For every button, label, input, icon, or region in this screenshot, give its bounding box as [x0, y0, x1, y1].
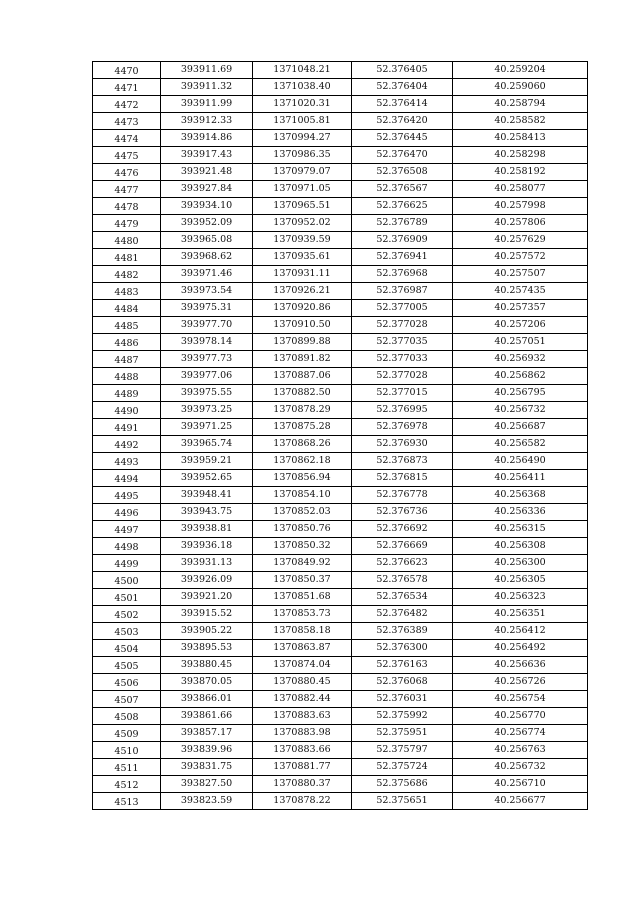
y-coordinate-cell: 1370881.77 — [253, 759, 352, 776]
y-coordinate-cell: 1370931.11 — [253, 266, 352, 283]
y-coordinate-cell: 1370986.35 — [253, 147, 352, 164]
x-coordinate-cell: 393861.66 — [161, 708, 253, 725]
longitude-cell: 52.376736 — [352, 504, 453, 521]
longitude-cell: 52.375724 — [352, 759, 453, 776]
x-coordinate-cell: 393965.08 — [161, 232, 253, 249]
x-coordinate-cell: 393823.59 — [161, 793, 253, 810]
longitude-cell: 52.377028 — [352, 317, 453, 334]
table-row — [93, 589, 588, 606]
x-coordinate-cell: 393948.41 — [161, 487, 253, 504]
longitude-cell: 52.376470 — [352, 147, 453, 164]
table-row — [93, 62, 588, 79]
latitude-cell: 40.256490 — [453, 453, 588, 470]
point-number-cell: 4494 — [93, 470, 161, 487]
y-coordinate-cell: 1370883.98 — [253, 725, 352, 742]
coordinates-table — [92, 61, 588, 810]
longitude-cell: 52.376692 — [352, 521, 453, 538]
table-row — [93, 742, 588, 759]
y-coordinate-cell: 1371005.81 — [253, 113, 352, 130]
x-coordinate-cell: 393978.14 — [161, 334, 253, 351]
longitude-cell: 52.376405 — [352, 62, 453, 79]
y-coordinate-cell: 1370850.76 — [253, 521, 352, 538]
latitude-cell: 40.258413 — [453, 130, 588, 147]
longitude-cell: 52.376987 — [352, 283, 453, 300]
x-coordinate-cell: 393911.32 — [161, 79, 253, 96]
point-number-cell: 4473 — [93, 113, 161, 130]
table-row — [93, 283, 588, 300]
y-coordinate-cell: 1370849.92 — [253, 555, 352, 572]
latitude-cell: 40.256732 — [453, 759, 588, 776]
x-coordinate-cell: 393911.69 — [161, 62, 253, 79]
x-coordinate-cell: 393870.05 — [161, 674, 253, 691]
point-number-cell: 4484 — [93, 300, 161, 317]
x-coordinate-cell: 393934.10 — [161, 198, 253, 215]
longitude-cell: 52.376968 — [352, 266, 453, 283]
y-coordinate-cell: 1370875.28 — [253, 419, 352, 436]
longitude-cell: 52.376567 — [352, 181, 453, 198]
x-coordinate-cell: 393839.96 — [161, 742, 253, 759]
table-row — [93, 640, 588, 657]
point-number-cell: 4509 — [93, 725, 161, 742]
x-coordinate-cell: 393971.25 — [161, 419, 253, 436]
x-coordinate-cell: 393943.75 — [161, 504, 253, 521]
longitude-cell: 52.376031 — [352, 691, 453, 708]
longitude-cell: 52.376404 — [352, 79, 453, 96]
latitude-cell: 40.256687 — [453, 419, 588, 436]
longitude-cell: 52.376978 — [352, 419, 453, 436]
latitude-cell: 40.256754 — [453, 691, 588, 708]
table-row — [93, 368, 588, 385]
point-number-cell: 4474 — [93, 130, 161, 147]
latitude-cell: 40.256932 — [453, 351, 588, 368]
x-coordinate-cell: 393914.86 — [161, 130, 253, 147]
point-number-cell: 4498 — [93, 538, 161, 555]
x-coordinate-cell: 393921.48 — [161, 164, 253, 181]
y-coordinate-cell: 1370878.22 — [253, 793, 352, 810]
longitude-cell: 52.377005 — [352, 300, 453, 317]
longitude-cell: 52.377035 — [352, 334, 453, 351]
table-row — [93, 164, 588, 181]
point-number-cell: 4510 — [93, 742, 161, 759]
x-coordinate-cell: 393959.21 — [161, 453, 253, 470]
y-coordinate-cell: 1370979.07 — [253, 164, 352, 181]
table-row — [93, 181, 588, 198]
point-number-cell: 4495 — [93, 487, 161, 504]
latitude-cell: 40.257507 — [453, 266, 588, 283]
x-coordinate-cell: 393895.53 — [161, 640, 253, 657]
point-number-cell: 4513 — [93, 793, 161, 810]
x-coordinate-cell: 393936.18 — [161, 538, 253, 555]
longitude-cell: 52.376778 — [352, 487, 453, 504]
y-coordinate-cell: 1370863.87 — [253, 640, 352, 657]
point-number-cell: 4503 — [93, 623, 161, 640]
table-row — [93, 776, 588, 793]
latitude-cell: 40.257051 — [453, 334, 588, 351]
y-coordinate-cell: 1370868.26 — [253, 436, 352, 453]
point-number-cell: 4479 — [93, 215, 161, 232]
longitude-cell: 52.376534 — [352, 589, 453, 606]
longitude-cell: 52.376625 — [352, 198, 453, 215]
y-coordinate-cell: 1370935.61 — [253, 249, 352, 266]
table-row — [93, 453, 588, 470]
x-coordinate-cell: 393965.74 — [161, 436, 253, 453]
y-coordinate-cell: 1370851.68 — [253, 589, 352, 606]
table-row — [93, 759, 588, 776]
y-coordinate-cell: 1370852.03 — [253, 504, 352, 521]
table-row — [93, 232, 588, 249]
table-row — [93, 436, 588, 453]
latitude-cell: 40.256770 — [453, 708, 588, 725]
point-number-cell: 4491 — [93, 419, 161, 436]
point-number-cell: 4485 — [93, 317, 161, 334]
table-row — [93, 334, 588, 351]
latitude-cell: 40.256351 — [453, 606, 588, 623]
table-row — [93, 198, 588, 215]
latitude-cell: 40.256323 — [453, 589, 588, 606]
longitude-cell: 52.376068 — [352, 674, 453, 691]
table-row — [93, 300, 588, 317]
longitude-cell: 52.377015 — [352, 385, 453, 402]
table-row — [93, 793, 588, 810]
longitude-cell: 52.375992 — [352, 708, 453, 725]
y-coordinate-cell: 1371048.21 — [253, 62, 352, 79]
latitude-cell: 40.256636 — [453, 657, 588, 674]
x-coordinate-cell: 393973.25 — [161, 402, 253, 419]
longitude-cell: 52.376300 — [352, 640, 453, 657]
latitude-cell: 40.257435 — [453, 283, 588, 300]
point-number-cell: 4493 — [93, 453, 161, 470]
x-coordinate-cell: 393968.62 — [161, 249, 253, 266]
latitude-cell: 40.256795 — [453, 385, 588, 402]
latitude-cell: 40.256677 — [453, 793, 588, 810]
latitude-cell: 40.258298 — [453, 147, 588, 164]
latitude-cell: 40.257357 — [453, 300, 588, 317]
y-coordinate-cell: 1370880.37 — [253, 776, 352, 793]
y-coordinate-cell: 1370920.86 — [253, 300, 352, 317]
point-number-cell: 4512 — [93, 776, 161, 793]
table-row — [93, 487, 588, 504]
point-number-cell: 4508 — [93, 708, 161, 725]
point-number-cell: 4489 — [93, 385, 161, 402]
point-number-cell: 4500 — [93, 572, 161, 589]
longitude-cell: 52.376669 — [352, 538, 453, 555]
longitude-cell: 52.376163 — [352, 657, 453, 674]
y-coordinate-cell: 1370856.94 — [253, 470, 352, 487]
y-coordinate-cell: 1370882.44 — [253, 691, 352, 708]
x-coordinate-cell: 393911.99 — [161, 96, 253, 113]
point-number-cell: 4492 — [93, 436, 161, 453]
table-row — [93, 317, 588, 334]
table-row — [93, 725, 588, 742]
point-number-cell: 4506 — [93, 674, 161, 691]
table-row — [93, 130, 588, 147]
table-row — [93, 555, 588, 572]
table-row — [93, 674, 588, 691]
point-number-cell: 4471 — [93, 79, 161, 96]
latitude-cell: 40.256774 — [453, 725, 588, 742]
x-coordinate-cell: 393952.09 — [161, 215, 253, 232]
point-number-cell: 4502 — [93, 606, 161, 623]
point-number-cell: 4481 — [93, 249, 161, 266]
latitude-cell: 40.257998 — [453, 198, 588, 215]
y-coordinate-cell: 1371020.31 — [253, 96, 352, 113]
point-number-cell: 4477 — [93, 181, 161, 198]
point-number-cell: 4483 — [93, 283, 161, 300]
y-coordinate-cell: 1370891.82 — [253, 351, 352, 368]
table-row — [93, 147, 588, 164]
table-row — [93, 623, 588, 640]
longitude-cell: 52.377033 — [352, 351, 453, 368]
y-coordinate-cell: 1370874.04 — [253, 657, 352, 674]
y-coordinate-cell: 1370850.37 — [253, 572, 352, 589]
latitude-cell: 40.256315 — [453, 521, 588, 538]
x-coordinate-cell: 393921.20 — [161, 589, 253, 606]
y-coordinate-cell: 1370994.27 — [253, 130, 352, 147]
table-row — [93, 708, 588, 725]
table-row — [93, 521, 588, 538]
latitude-cell: 40.256300 — [453, 555, 588, 572]
y-coordinate-cell: 1370887.06 — [253, 368, 352, 385]
table-row — [93, 79, 588, 96]
point-number-cell: 4499 — [93, 555, 161, 572]
y-coordinate-cell: 1370883.63 — [253, 708, 352, 725]
y-coordinate-cell: 1370910.50 — [253, 317, 352, 334]
table-row — [93, 385, 588, 402]
table-row — [93, 657, 588, 674]
longitude-cell: 52.376414 — [352, 96, 453, 113]
y-coordinate-cell: 1370882.50 — [253, 385, 352, 402]
longitude-cell: 52.376508 — [352, 164, 453, 181]
x-coordinate-cell: 393938.81 — [161, 521, 253, 538]
latitude-cell: 40.257206 — [453, 317, 588, 334]
point-number-cell: 4504 — [93, 640, 161, 657]
x-coordinate-cell: 393866.01 — [161, 691, 253, 708]
y-coordinate-cell: 1370952.02 — [253, 215, 352, 232]
table-row — [93, 691, 588, 708]
longitude-cell: 52.376995 — [352, 402, 453, 419]
x-coordinate-cell: 393917.43 — [161, 147, 253, 164]
point-number-cell: 4497 — [93, 521, 161, 538]
latitude-cell: 40.256308 — [453, 538, 588, 555]
y-coordinate-cell: 1370853.73 — [253, 606, 352, 623]
x-coordinate-cell: 393827.50 — [161, 776, 253, 793]
point-number-cell: 4488 — [93, 368, 161, 385]
latitude-cell: 40.256336 — [453, 504, 588, 521]
x-coordinate-cell: 393977.73 — [161, 351, 253, 368]
point-number-cell: 4490 — [93, 402, 161, 419]
x-coordinate-cell: 393905.22 — [161, 623, 253, 640]
x-coordinate-cell: 393927.84 — [161, 181, 253, 198]
longitude-cell: 52.375797 — [352, 742, 453, 759]
y-coordinate-cell: 1370878.29 — [253, 402, 352, 419]
longitude-cell: 52.376445 — [352, 130, 453, 147]
latitude-cell: 40.257629 — [453, 232, 588, 249]
table-row — [93, 96, 588, 113]
point-number-cell: 4486 — [93, 334, 161, 351]
x-coordinate-cell: 393971.46 — [161, 266, 253, 283]
x-coordinate-cell: 393931.13 — [161, 555, 253, 572]
longitude-cell: 52.376930 — [352, 436, 453, 453]
y-coordinate-cell: 1370854.10 — [253, 487, 352, 504]
longitude-cell: 52.376815 — [352, 470, 453, 487]
y-coordinate-cell: 1370939.59 — [253, 232, 352, 249]
latitude-cell: 40.256305 — [453, 572, 588, 589]
x-coordinate-cell: 393952.65 — [161, 470, 253, 487]
longitude-cell: 52.376941 — [352, 249, 453, 266]
table-row — [93, 606, 588, 623]
latitude-cell: 40.256411 — [453, 470, 588, 487]
longitude-cell: 52.375951 — [352, 725, 453, 742]
longitude-cell: 52.376789 — [352, 215, 453, 232]
latitude-cell: 40.258582 — [453, 113, 588, 130]
latitude-cell: 40.257572 — [453, 249, 588, 266]
y-coordinate-cell: 1370850.32 — [253, 538, 352, 555]
y-coordinate-cell: 1370880.45 — [253, 674, 352, 691]
x-coordinate-cell: 393975.55 — [161, 385, 253, 402]
longitude-cell: 52.376482 — [352, 606, 453, 623]
y-coordinate-cell: 1370858.18 — [253, 623, 352, 640]
latitude-cell: 40.256763 — [453, 742, 588, 759]
y-coordinate-cell: 1370862.18 — [253, 453, 352, 470]
table-row — [93, 504, 588, 521]
point-number-cell: 4505 — [93, 657, 161, 674]
x-coordinate-cell: 393977.70 — [161, 317, 253, 334]
table-row — [93, 113, 588, 130]
x-coordinate-cell: 393912.33 — [161, 113, 253, 130]
point-number-cell: 4476 — [93, 164, 161, 181]
x-coordinate-cell: 393977.06 — [161, 368, 253, 385]
table-row — [93, 572, 588, 589]
point-number-cell: 4482 — [93, 266, 161, 283]
x-coordinate-cell: 393831.75 — [161, 759, 253, 776]
latitude-cell: 40.258794 — [453, 96, 588, 113]
x-coordinate-cell: 393915.52 — [161, 606, 253, 623]
latitude-cell: 40.256732 — [453, 402, 588, 419]
longitude-cell: 52.375651 — [352, 793, 453, 810]
point-number-cell: 4511 — [93, 759, 161, 776]
longitude-cell: 52.377028 — [352, 368, 453, 385]
x-coordinate-cell: 393973.54 — [161, 283, 253, 300]
point-number-cell: 4487 — [93, 351, 161, 368]
longitude-cell: 52.376420 — [352, 113, 453, 130]
latitude-cell: 40.256710 — [453, 776, 588, 793]
table-row — [93, 419, 588, 436]
x-coordinate-cell: 393857.17 — [161, 725, 253, 742]
longitude-cell: 52.376873 — [352, 453, 453, 470]
latitude-cell: 40.256412 — [453, 623, 588, 640]
y-coordinate-cell: 1370899.88 — [253, 334, 352, 351]
point-number-cell: 4475 — [93, 147, 161, 164]
point-number-cell: 4470 — [93, 62, 161, 79]
latitude-cell: 40.258192 — [453, 164, 588, 181]
table-row — [93, 249, 588, 266]
y-coordinate-cell: 1371038.40 — [253, 79, 352, 96]
y-coordinate-cell: 1370971.05 — [253, 181, 352, 198]
coordinates-table-body — [93, 62, 588, 810]
y-coordinate-cell: 1370965.51 — [253, 198, 352, 215]
point-number-cell: 4501 — [93, 589, 161, 606]
y-coordinate-cell: 1370926.21 — [253, 283, 352, 300]
x-coordinate-cell: 393880.45 — [161, 657, 253, 674]
latitude-cell: 40.258077 — [453, 181, 588, 198]
longitude-cell: 52.376389 — [352, 623, 453, 640]
y-coordinate-cell: 1370883.66 — [253, 742, 352, 759]
point-number-cell: 4480 — [93, 232, 161, 249]
point-number-cell: 4496 — [93, 504, 161, 521]
longitude-cell: 52.376623 — [352, 555, 453, 572]
table-row — [93, 215, 588, 232]
point-number-cell: 4507 — [93, 691, 161, 708]
table-row — [93, 470, 588, 487]
x-coordinate-cell: 393975.31 — [161, 300, 253, 317]
latitude-cell: 40.257806 — [453, 215, 588, 232]
point-number-cell: 4472 — [93, 96, 161, 113]
x-coordinate-cell: 393926.09 — [161, 572, 253, 589]
latitude-cell: 40.259204 — [453, 62, 588, 79]
table-row — [93, 402, 588, 419]
latitude-cell: 40.256582 — [453, 436, 588, 453]
longitude-cell: 52.375686 — [352, 776, 453, 793]
longitude-cell: 52.376578 — [352, 572, 453, 589]
table-row — [93, 351, 588, 368]
latitude-cell: 40.256726 — [453, 674, 588, 691]
table-row — [93, 538, 588, 555]
latitude-cell: 40.256368 — [453, 487, 588, 504]
latitude-cell: 40.259060 — [453, 79, 588, 96]
point-number-cell: 4478 — [93, 198, 161, 215]
longitude-cell: 52.376909 — [352, 232, 453, 249]
latitude-cell: 40.256492 — [453, 640, 588, 657]
table-row — [93, 266, 588, 283]
latitude-cell: 40.256862 — [453, 368, 588, 385]
